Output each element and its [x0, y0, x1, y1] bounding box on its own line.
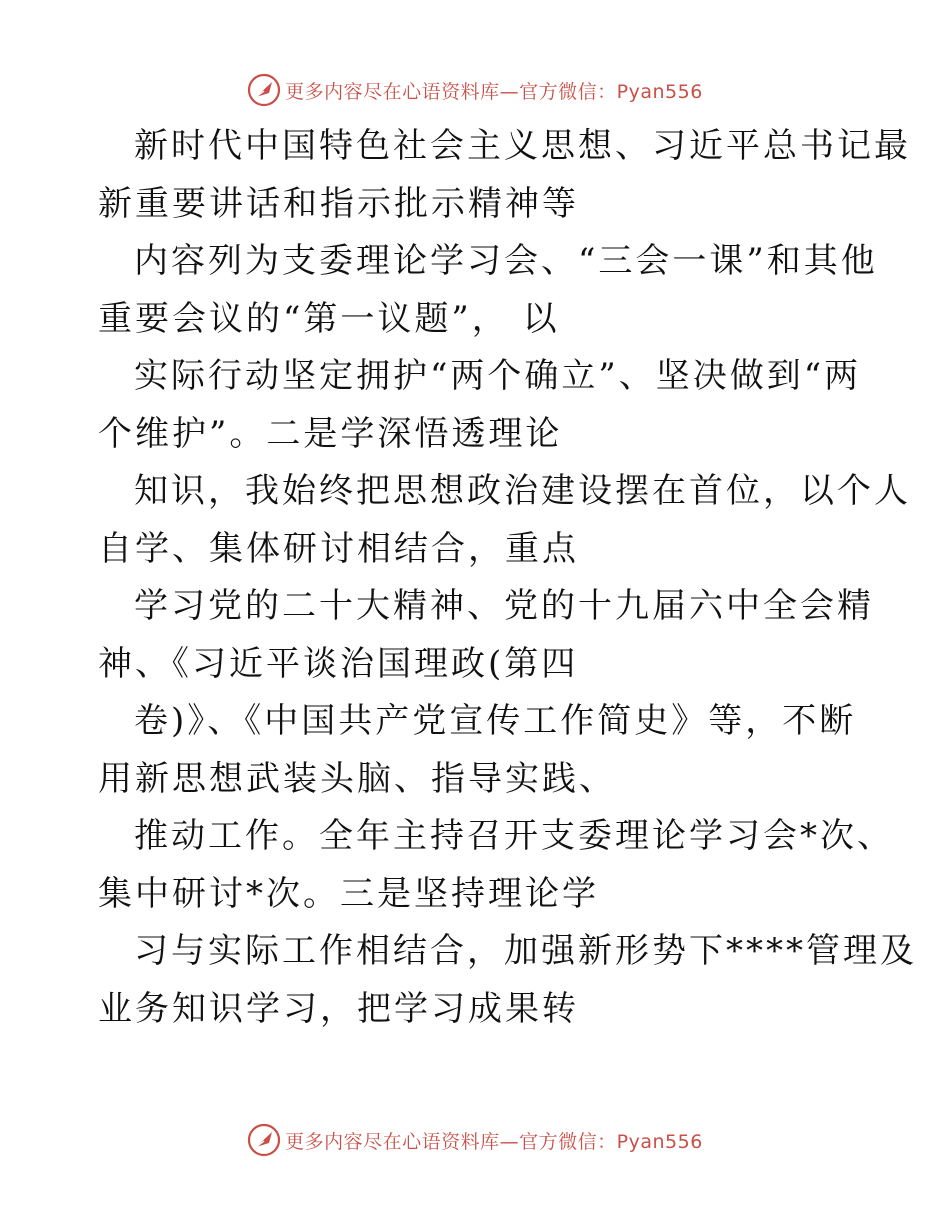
text-line: 自学、集体研讨相结合，重点 — [98, 528, 579, 569]
text-line: 内容列为支委理论学习会、“三会一课”和其他 — [134, 241, 878, 281]
watermark-text: 更多内容尽在心语资料库—官方微信：Pyan556 — [285, 80, 703, 103]
document-body — [98, 118, 917, 1038]
text-line: 重要会议的“第一议题”， 以 — [98, 298, 560, 339]
text-line: 学习党的二十大精神、党的十九届六中全会精 — [134, 586, 874, 626]
text-line: 习与实际工作相结合，加强新形势下****管理及 — [134, 931, 917, 971]
text-line: 实际行动坚定拥护“两个确立”、坚决做到“两 — [134, 356, 862, 396]
text-line: 个维护”。二是学深悟透理论 — [98, 413, 563, 454]
watermark-text: 更多内容尽在心语资料库—官方微信：Pyan556 — [285, 1130, 703, 1153]
quill-logo-icon — [247, 73, 281, 107]
footer-watermark — [0, 1120, 950, 1160]
quill-logo-icon — [247, 1123, 281, 1157]
text-line: 新重要讲话和指示批示精神等 — [98, 183, 579, 224]
text-line: 神、《习近平谈治国理政(第四 — [98, 643, 579, 684]
text-line: 集中研讨*次。三是坚持理论学 — [98, 873, 599, 914]
text-line: 推动工作。全年主持召开支委理论学习会*次、 — [134, 816, 894, 856]
text-line: 知识，我始终把思想政治建设摆在首位，以个人 — [134, 471, 911, 511]
text-line: 卷)》、《中国共产党宣传工作简史》等，不断 — [134, 701, 857, 741]
text-line: 用新思想武装头脑、指导实践、 — [98, 758, 616, 799]
text-line: 新时代中国特色社会主义思想、习近平总书记最 — [134, 126, 911, 166]
header-watermark — [0, 70, 950, 110]
text-line: 业务知识学习，把学习成果转 — [98, 988, 579, 1029]
